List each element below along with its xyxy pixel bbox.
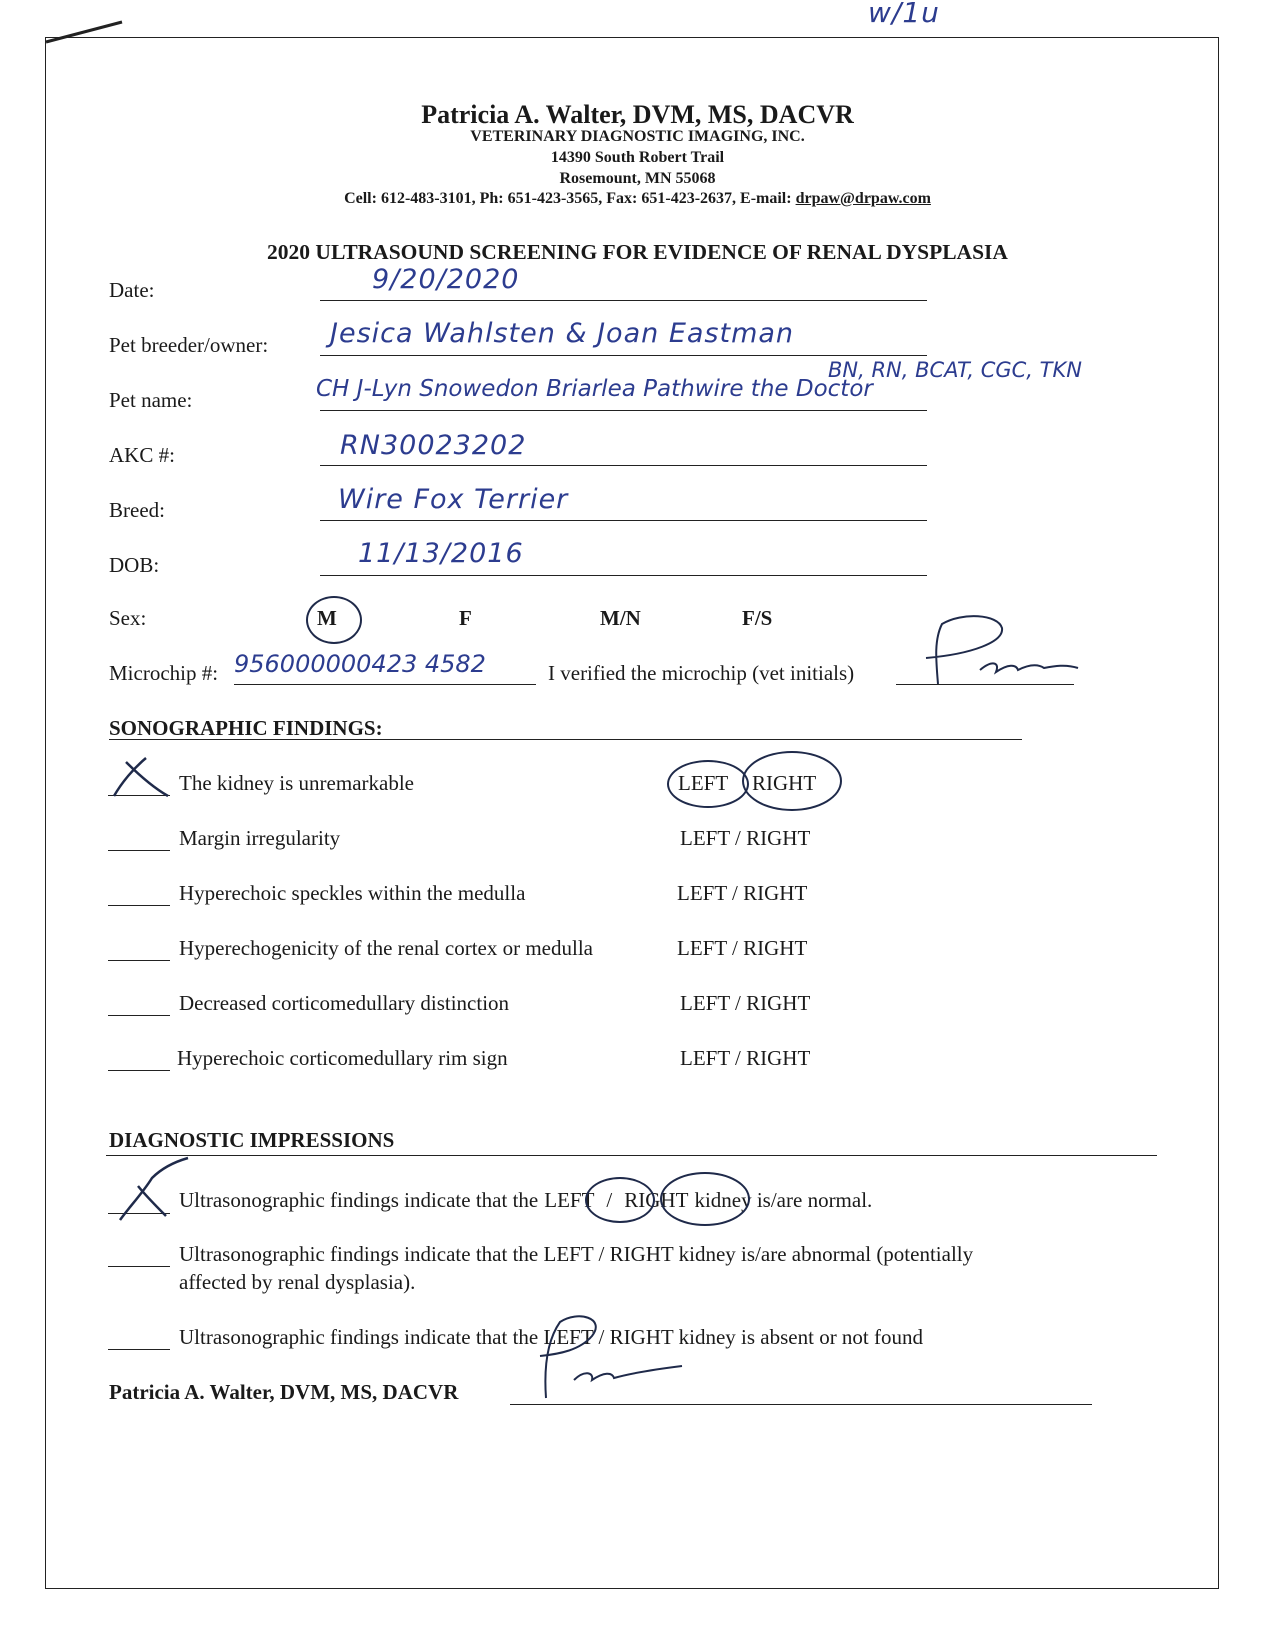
pet-name-line	[320, 410, 927, 411]
impression-normal-right[interactable]: RIGHT	[624, 1188, 689, 1212]
check-blank-corticomedullary[interactable]	[108, 1015, 170, 1016]
impression-abnormal-line1: Ultrasonographic findings indicate that the LEFT / RIGHT kidney is/are abnormal (potentially	[179, 1242, 974, 1266]
impression-right-circle	[660, 1172, 750, 1226]
contact-line	[0, 190, 1275, 208]
pen-stroke-mark	[40, 14, 130, 48]
microchip-label: Microchip #:	[109, 661, 219, 685]
check-blank-abnormal[interactable]	[108, 1266, 170, 1267]
sex-label: Sex:	[109, 606, 147, 630]
finding-decreased-distinction: Decreased corticomedullary distinction	[179, 991, 510, 1015]
left-circle	[667, 760, 749, 808]
date-label: Date:	[109, 278, 155, 302]
city-address: Rosemount, MN 55068	[559, 170, 716, 187]
owner-line	[320, 355, 927, 356]
signature-label: Patricia A. Walter, DVM, MS, DACVR	[109, 1380, 459, 1404]
sonographic-heading-rule	[109, 739, 1022, 740]
sonographic-findings-heading: SONOGRAPHIC FINDINGS:	[109, 716, 383, 740]
vet-signature	[520, 1306, 690, 1402]
impression-left-circle	[585, 1177, 655, 1223]
lr-decreased-distinction[interactable]: LEFT / RIGHT	[680, 991, 811, 1015]
pet-name-label: Pet name:	[109, 388, 193, 412]
pet-name-value[interactable]: CH J-Lyn Snowedon Briarlea Pathwire the Doctor	[316, 376, 873, 402]
impression-abnormal-line2: affected by renal dysplasia).	[179, 1270, 416, 1294]
finding-unremarkable: The kidney is unremarkable	[179, 771, 414, 795]
check-blank-margin[interactable]	[108, 850, 170, 851]
sex-option-f[interactable]: F	[459, 606, 472, 630]
akc-line	[320, 465, 927, 466]
diagnostic-impressions-heading: DIAGNOSTIC IMPRESSIONS	[109, 1128, 395, 1152]
impression-absent: Ultrasonographic findings indicate that the LEFT / RIGHT kidney is absent or not found	[179, 1325, 924, 1349]
date-line	[320, 300, 927, 301]
impression-normal-post: kidney is/are normal.	[694, 1188, 873, 1212]
sex-option-m[interactable]: M	[317, 606, 337, 630]
signature-line	[510, 1404, 1092, 1405]
microchip-value[interactable]: 956000000423 4582	[234, 650, 486, 678]
form-title: 2020 ULTRASOUND SCREENING FOR EVIDENCE OF RENAL DYSPLASIA	[267, 240, 1008, 264]
dob-value[interactable]: 11/13/2016	[358, 538, 524, 569]
impression-normal	[179, 1188, 872, 1213]
owner-label: Pet breeder/owner:	[109, 333, 269, 357]
impression-normal-pre: Ultrasonographic findings indicate that the	[179, 1188, 539, 1212]
sex-option-mn[interactable]: M/N	[600, 606, 641, 630]
akc-label: AKC #:	[109, 443, 175, 467]
finding-hyperechogenicity: Hyperechogenicity of the renal cortex or medulla	[179, 936, 593, 960]
lr-hyperechoic-speckles[interactable]: LEFT / RIGHT	[677, 881, 808, 905]
finding-rim-sign: Hyperechoic corticomedullary rim sign	[177, 1046, 508, 1070]
akc-value[interactable]: RN30023202	[340, 430, 527, 461]
breed-label: Breed:	[109, 498, 165, 522]
lr-hyperechogenicity[interactable]: LEFT / RIGHT	[677, 936, 808, 960]
dob-label: DOB:	[109, 553, 160, 577]
street-address: 14390 South Robert Trail	[550, 149, 725, 166]
sex-m-circle	[306, 596, 362, 644]
finding-hyperechoic-speckles: Hyperechoic speckles within the medulla	[179, 881, 526, 905]
impression-normal-sep: /	[606, 1188, 613, 1212]
lr-right-unremarkable[interactable]: RIGHT	[752, 771, 817, 795]
right-circle	[742, 751, 842, 811]
dob-line	[320, 575, 927, 576]
email-link[interactable]: drpaw@drpaw.com	[795, 190, 931, 207]
vet-name-heading: Patricia A. Walter, DVM, MS, DACVR	[421, 100, 854, 129]
check-blank-speckles[interactable]	[108, 905, 170, 906]
check-blank-rim-sign[interactable]	[108, 1070, 170, 1071]
contact-numbers: Cell: 612-483-3101, Ph: 651-423-3565, Fax: 651-423-2637, E-mail:	[344, 190, 796, 207]
lr-rim-sign[interactable]: LEFT / RIGHT	[680, 1046, 811, 1070]
check-x-mark	[104, 754, 172, 800]
pet-titles-addendum: BN, RN, BCAT, CGC, TKN	[828, 358, 1082, 382]
lr-left-unremarkable[interactable]: LEFT	[678, 771, 729, 795]
lr-margin-irregularity[interactable]: LEFT / RIGHT	[680, 826, 811, 850]
impression-normal-left[interactable]: LEFT	[544, 1188, 595, 1212]
top-scribble: w/1u	[868, 0, 940, 29]
diagnostic-heading-rule	[106, 1155, 1157, 1156]
company-name: VETERINARY DIAGNOSTIC IMAGING, INC.	[470, 128, 805, 145]
breed-value[interactable]: Wire Fox Terrier	[338, 484, 569, 515]
microchip-line	[234, 684, 536, 685]
sex-option-fs[interactable]: F/S	[742, 606, 773, 630]
date-value[interactable]: 9/20/2020	[372, 264, 520, 295]
check-blank-hyperechogenicity[interactable]	[108, 960, 170, 961]
owner-value[interactable]: Jesica Wahlsten & Joan Eastman	[330, 318, 795, 349]
microchip-verify-text: I verified the microchip (vet initials)	[548, 661, 855, 685]
breed-line	[320, 520, 927, 521]
vet-initials-signature	[912, 610, 1084, 688]
finding-margin-irregularity: Margin irregularity	[179, 826, 341, 850]
check-blank-absent[interactable]	[108, 1349, 170, 1350]
